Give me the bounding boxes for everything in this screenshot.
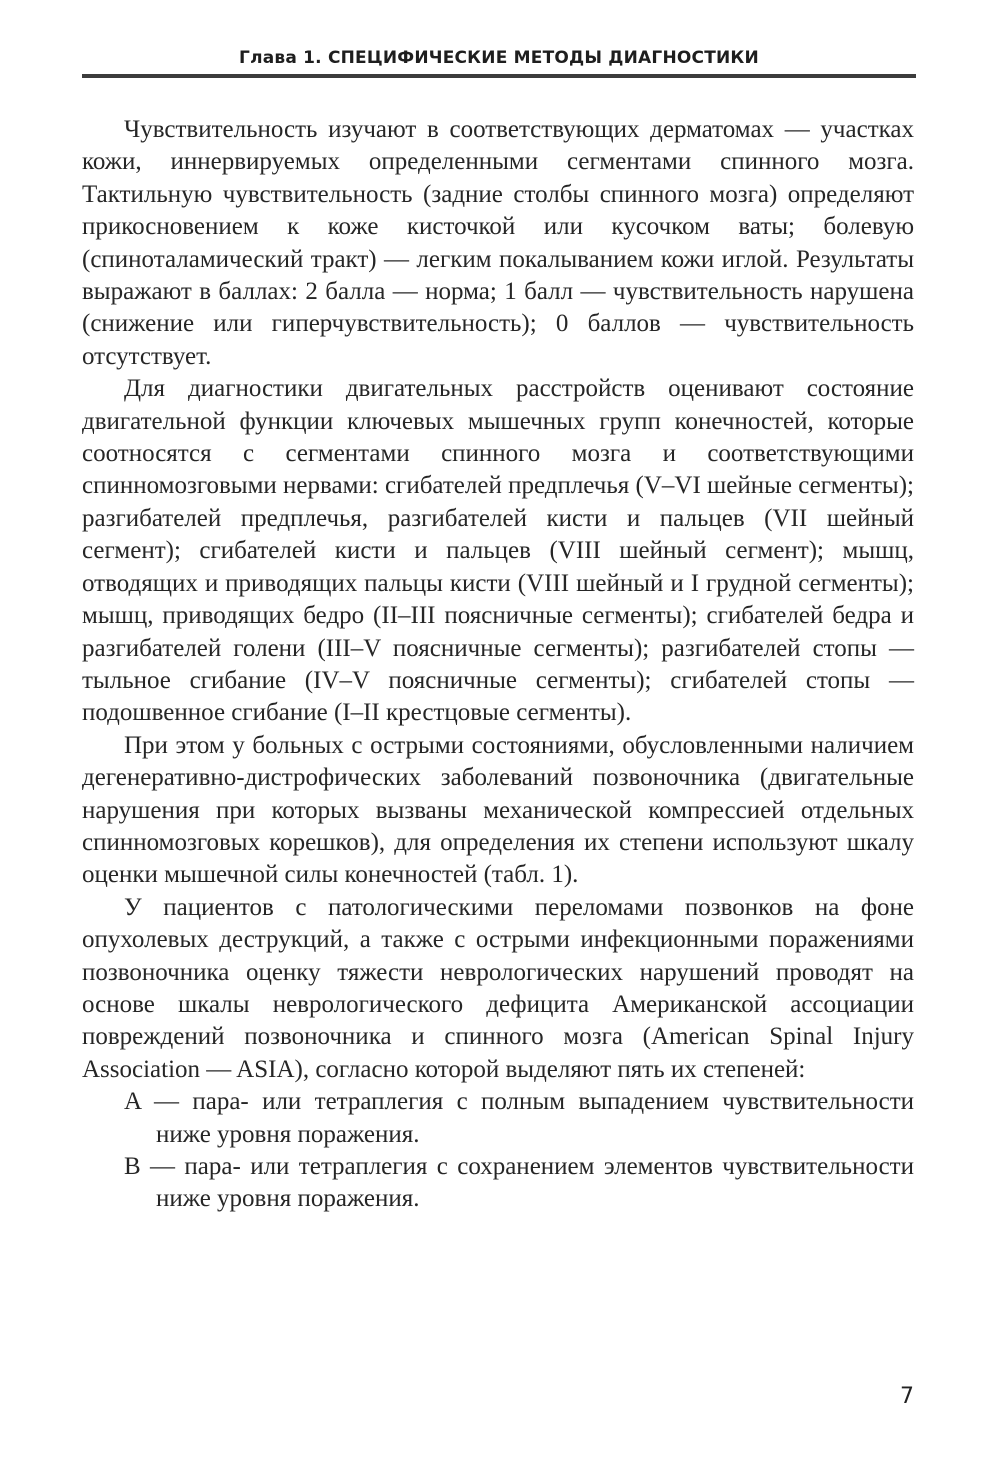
paragraph-acute-conditions: При этом у больных с острыми состояниями, обусловленными наличием дегенеративно-дистрофических заболеваний позвоночника (двигательные нарушения при которых вызваны механической компрессией отдельных спинномозговых корешков), для определения их степени используют шкалу оценки мышечной силы конечностей (табл. 1). bbox=[82, 731, 914, 889]
asia-grade-b: B — пара- или тетраплегия с сохранением элементов чувствительности ниже уровня поражения. bbox=[124, 1153, 914, 1213]
page-number: 7 bbox=[900, 1384, 914, 1409]
header-rule bbox=[82, 74, 916, 78]
body-text bbox=[82, 114, 914, 1216]
asia-grade-a: A — пара- или тетраплегия с полным выпадением чувствительности ниже уровня поражения. bbox=[124, 1088, 914, 1148]
paragraph-asia-scale: У пациентов с патологическими переломами позвонков на фоне опухолевых деструкций, а также с острыми инфекционными поражениями позвоночника оценку тяжести неврологических нарушений проводят на основе шкалы неврологического дефицита Американской ассоциации повреждений позвоночника и спинного мозга (American Spinal Injury Association — ASIA), согласно которой выделяют пять их степеней: bbox=[82, 893, 914, 1083]
paragraph-sensitivity: Чувствительность изучают в соответствующих дерматомах — участках кожи, иннервируемых определенными сегментами спинного мозга. Тактильную чувствительность (задние столбы спинного мозга) определяют прикосновением к коже кисточкой или кусочком ваты; болевую (спиноталамический тракт) — легким покалыванием кожи иглой. Результаты выражают в баллах: 2 балла — норма; 1 балл — чувствительность нарушена (снижение или гиперчувствительность); 0 баллов — чувствительность отсутствует. bbox=[82, 116, 914, 370]
paragraph-motor-disorders: Для диагностики двигательных расстройств оценивают состояние двигательной функции ключевых мышечных групп конечностей, которые соотносятся с сегментами спинного мозга и соответствующими спинномозговыми нервами: сгибателей предплечья (V–VI шейные сегменты); разгибателей предплечья, разгибателей кисти и пальцев (VII шейный сегмент); сгибателей кисти и пальцев (VIII шейный сегмент); мышц, отводящих и приводящих пальцы кисти (VIII шейный и I грудной сегменты); мышц, приводящих бедро (II–III поясничные сегменты); сгибателей бедра и разгибателей голени (III–V поясничные сегменты); разгибателей стопы — тыльное сгибание (IV–V поясничные сегменты); сгибателей стопы — подошвенное сгибание (I–II крестцовые сегменты). bbox=[82, 375, 914, 727]
running-head-title: Глава 1. СПЕЦИФИЧЕСКИЕ МЕТОДЫ ДИАГНОСТИКИ bbox=[239, 48, 759, 68]
